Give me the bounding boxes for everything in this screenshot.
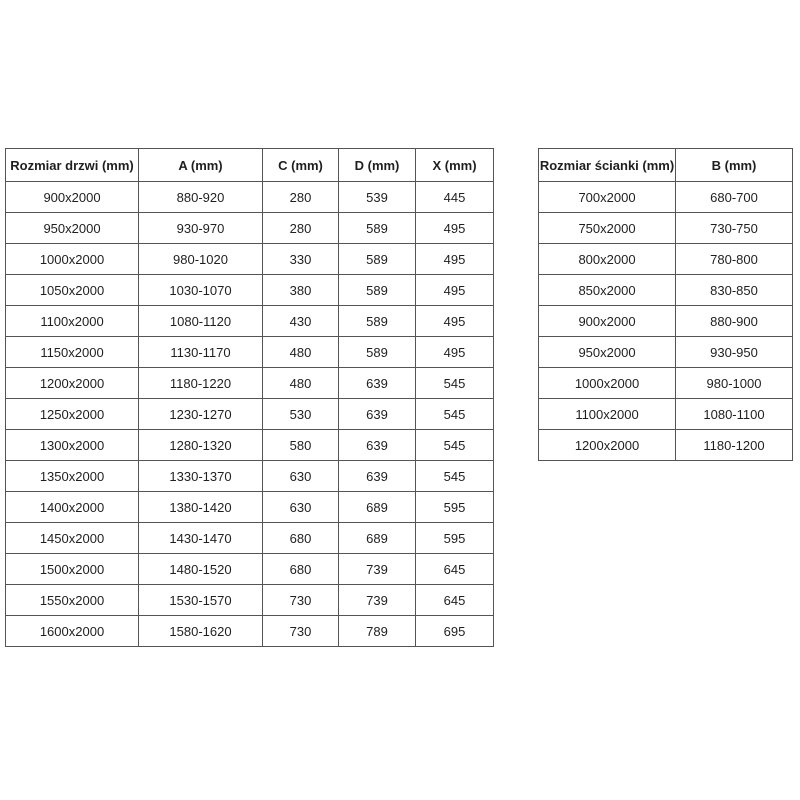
table-cell: 1000x2000 — [6, 244, 139, 275]
table-row — [539, 275, 793, 306]
table-cell: 495 — [416, 275, 494, 306]
table-header-row — [6, 149, 494, 182]
table-cell: 1030-1070 — [139, 275, 263, 306]
table-row — [6, 306, 494, 337]
table-header-row — [539, 149, 793, 182]
table-cell: 380 — [263, 275, 339, 306]
table-cell: 780-800 — [676, 244, 793, 275]
door-size-table — [5, 148, 494, 647]
table-cell: 1330-1370 — [139, 461, 263, 492]
table-cell: 730 — [263, 585, 339, 616]
table-cell: 1150x2000 — [6, 337, 139, 368]
table-cell: 545 — [416, 430, 494, 461]
table-cell: 1200x2000 — [6, 368, 139, 399]
table-cell: 980-1020 — [139, 244, 263, 275]
table-row — [539, 368, 793, 399]
table-cell: 495 — [416, 337, 494, 368]
table-cell: 545 — [416, 399, 494, 430]
table-cell: 495 — [416, 244, 494, 275]
table-cell: 545 — [416, 461, 494, 492]
table-cell: 1100x2000 — [6, 306, 139, 337]
table-cell: 280 — [263, 213, 339, 244]
table-cell: 1380-1420 — [139, 492, 263, 523]
table-cell: 595 — [416, 523, 494, 554]
column-header-rozmiar-scianki: Rozmiar ścianki (mm) — [539, 149, 676, 182]
table-cell: 545 — [416, 368, 494, 399]
table-cell: 680 — [263, 523, 339, 554]
table-cell: 280 — [263, 182, 339, 213]
table-cell: 589 — [339, 337, 416, 368]
table-cell: 1180-1200 — [676, 430, 793, 461]
table-cell: 680 — [263, 554, 339, 585]
table-cell: 739 — [339, 585, 416, 616]
table-cell: 1300x2000 — [6, 430, 139, 461]
table-row — [6, 616, 494, 647]
table-cell: 739 — [339, 554, 416, 585]
table-cell: 1180-1220 — [139, 368, 263, 399]
table-row — [6, 275, 494, 306]
table-cell: 530 — [263, 399, 339, 430]
table-cell: 1100x2000 — [539, 399, 676, 430]
column-header-a: A (mm) — [139, 149, 263, 182]
table-row — [6, 585, 494, 616]
table-cell: 880-920 — [139, 182, 263, 213]
table-cell: 430 — [263, 306, 339, 337]
table-cell: 639 — [339, 430, 416, 461]
table-row — [6, 492, 494, 523]
column-header-b: B (mm) — [676, 149, 793, 182]
table-cell: 789 — [339, 616, 416, 647]
table-cell: 1400x2000 — [6, 492, 139, 523]
wall-size-table-body — [539, 182, 793, 461]
table-cell: 445 — [416, 182, 494, 213]
table-cell: 495 — [416, 306, 494, 337]
table-cell: 830-850 — [676, 275, 793, 306]
table-row — [6, 430, 494, 461]
table-cell: 750x2000 — [539, 213, 676, 244]
table-cell: 630 — [263, 492, 339, 523]
table-cell: 1050x2000 — [6, 275, 139, 306]
table-cell: 639 — [339, 399, 416, 430]
table-cell: 730 — [263, 616, 339, 647]
table-cell: 639 — [339, 461, 416, 492]
door-size-table-body — [6, 182, 494, 647]
table-cell: 1580-1620 — [139, 616, 263, 647]
table-cell: 589 — [339, 213, 416, 244]
table-cell: 495 — [416, 213, 494, 244]
table-row — [6, 213, 494, 244]
table-cell: 1230-1270 — [139, 399, 263, 430]
table-cell: 695 — [416, 616, 494, 647]
table-cell: 1000x2000 — [539, 368, 676, 399]
door-size-table-header — [6, 149, 494, 182]
table-row — [6, 368, 494, 399]
table-cell: 1480-1520 — [139, 554, 263, 585]
table-cell: 589 — [339, 244, 416, 275]
table-cell: 689 — [339, 523, 416, 554]
table-cell: 1530-1570 — [139, 585, 263, 616]
table-row — [539, 213, 793, 244]
wall-size-table — [538, 148, 793, 461]
table-cell: 900x2000 — [539, 306, 676, 337]
column-header-rozmiar-drzwi: Rozmiar drzwi (mm) — [6, 149, 139, 182]
table-cell: 1200x2000 — [539, 430, 676, 461]
column-header-c: C (mm) — [263, 149, 339, 182]
table-cell: 1350x2000 — [6, 461, 139, 492]
table-cell: 639 — [339, 368, 416, 399]
table-cell: 980-1000 — [676, 368, 793, 399]
table-cell: 589 — [339, 306, 416, 337]
table-cell: 800x2000 — [539, 244, 676, 275]
table-row — [6, 399, 494, 430]
table-cell: 580 — [263, 430, 339, 461]
table-cell: 645 — [416, 585, 494, 616]
table-row — [6, 182, 494, 213]
table-cell: 1250x2000 — [6, 399, 139, 430]
table-row — [6, 554, 494, 585]
table-cell: 1500x2000 — [6, 554, 139, 585]
table-row — [539, 306, 793, 337]
table-cell: 1280-1320 — [139, 430, 263, 461]
table-row — [539, 430, 793, 461]
table-cell: 1450x2000 — [6, 523, 139, 554]
table-cell: 539 — [339, 182, 416, 213]
table-cell: 330 — [263, 244, 339, 275]
column-header-x: X (mm) — [416, 149, 494, 182]
table-row — [539, 337, 793, 368]
table-cell: 1430-1470 — [139, 523, 263, 554]
table-cell: 1550x2000 — [6, 585, 139, 616]
column-header-d: D (mm) — [339, 149, 416, 182]
table-cell: 630 — [263, 461, 339, 492]
table-cell: 850x2000 — [539, 275, 676, 306]
table-cell: 1600x2000 — [6, 616, 139, 647]
table-row — [6, 461, 494, 492]
table-cell: 1080-1120 — [139, 306, 263, 337]
table-cell: 1130-1170 — [139, 337, 263, 368]
table-cell: 689 — [339, 492, 416, 523]
table-cell: 645 — [416, 554, 494, 585]
table-cell: 1080-1100 — [676, 399, 793, 430]
table-row — [6, 337, 494, 368]
table-cell: 700x2000 — [539, 182, 676, 213]
table-row — [539, 182, 793, 213]
table-cell: 930-970 — [139, 213, 263, 244]
table-cell: 480 — [263, 368, 339, 399]
table-cell: 589 — [339, 275, 416, 306]
table-cell: 900x2000 — [6, 182, 139, 213]
table-cell: 950x2000 — [6, 213, 139, 244]
table-row — [539, 244, 793, 275]
table-cell: 595 — [416, 492, 494, 523]
table-cell: 730-750 — [676, 213, 793, 244]
table-row — [6, 244, 494, 275]
table-row — [539, 399, 793, 430]
table-cell: 930-950 — [676, 337, 793, 368]
table-cell: 480 — [263, 337, 339, 368]
table-cell: 950x2000 — [539, 337, 676, 368]
table-row — [6, 523, 494, 554]
table-cell: 680-700 — [676, 182, 793, 213]
table-cell: 880-900 — [676, 306, 793, 337]
wall-size-table-header — [539, 149, 793, 182]
